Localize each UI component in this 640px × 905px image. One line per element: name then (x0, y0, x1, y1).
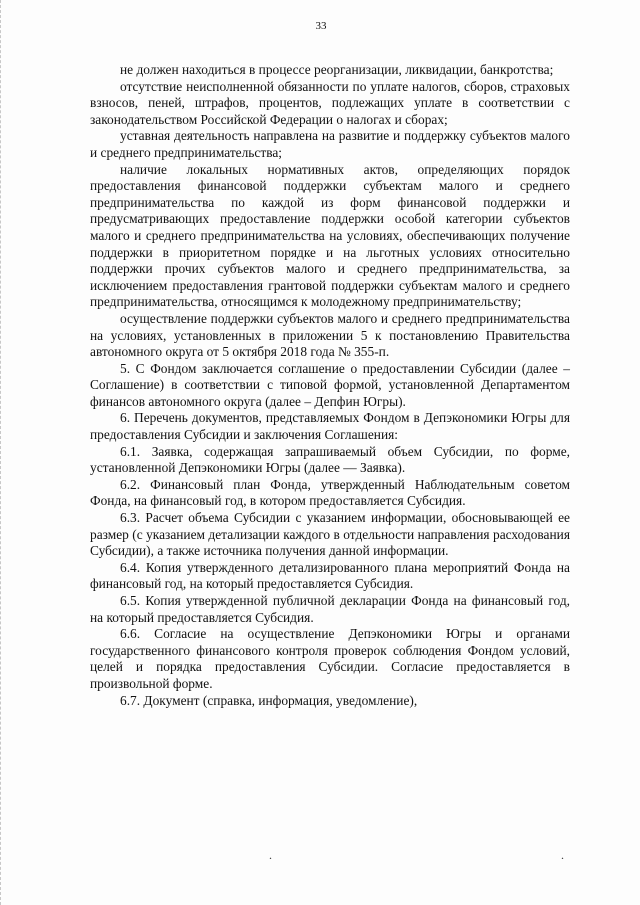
paragraph: 6.5. Копия утвержденной публичной декларации Фонда на финансовый год, на который предоставляется Субсидия. (90, 593, 570, 625)
paragraph: 6.2. Финансовый план Фонда, утвержденный Наблюдательным советом Фонда, на финансовый год, в котором предоставляется Субсидия. (90, 476, 570, 509)
paragraph: 6.4. Копия утвержденного детализированного плана мероприятий Фонда на финансовый год, на который предоставляется Субсидия. (90, 559, 570, 592)
paragraph: 6.6. Согласие на осуществление Депэкономики Югры и органами государственного финансового контроля проверок соблюдения Фондом условий, целей и порядка предоставления Субсидии. Согласие предоставляется в произвольной форме. (90, 626, 570, 691)
document-body (90, 62, 570, 709)
paragraph: 6. Перечень документов, представляемых Фондом в Депэкономики Югры для предоставления Субсидии и заключения Соглашения: (90, 410, 570, 443)
paragraph: 6.3. Расчет объема Субсидии с указанием информации, обосновывающей ее размер (с указанием детализации каждого в отдельности направления расходования Субсидии), а также источника получения данной информации. (90, 510, 570, 559)
paragraph: отсутствие неисполненной обязанности по уплате налогов, сборов, страховых взносов, пеней, штрафов, процентов, подлежащих уплате в соответствии с законодательством Российской Федерации о налогах и сборах; (90, 78, 570, 127)
paragraph: 6.1. Заявка, содержащая запрашиваемый объем Субсидии, по форме, установленной Депэкономики Югры (далее — Заявка). (90, 443, 570, 476)
paragraph: не должен находиться в процессе реорганизации, ликвидации, банкротства; (120, 62, 554, 77)
paragraph: осуществление поддержки субъектов малого и среднего предпринимательства на условиях, установленных в приложении 5 к постановлению Правительства автономного округа от 5 октября 2018 года № 355-п. (90, 310, 570, 360)
paragraph: наличие локальных нормативных актов, определяющих порядок предоставления финансовой поддержки субъектам малого и среднего предпринимательства по каждой из форм финансовой поддержки и предусматривающих предоставление поддержки особой категории субъектов малого и среднего предпринимательства на условиях, обеспечивающих получение поддержки в приоритетном порядке и на льготных условиях относительно поддержки прочих субъектов малого и среднего предпринимательства, за исключением предоставления грантовой поддержки субъектам малого и среднего предпринимательства, относящимся к молодежному предпринимательству; (90, 161, 570, 310)
scan-dot-mark: . (561, 848, 564, 862)
paragraph: 5. С Фондом заключается соглашение о предоставлении Субсидии (далее – Соглашение) в соответствии с типовой формой, установленной Департаментом финансов автономного округа (далее – Депфин Югры). (90, 360, 570, 409)
page-number: 33 (315, 20, 327, 32)
paragraph: уставная деятельность направлена на развитие и поддержку субъектов малого и среднего предпринимательства; (90, 128, 570, 160)
scan-dot-mark: . (269, 848, 272, 862)
paragraph: 6.7. Документ (справка, информация, уведомление), (120, 692, 418, 708)
